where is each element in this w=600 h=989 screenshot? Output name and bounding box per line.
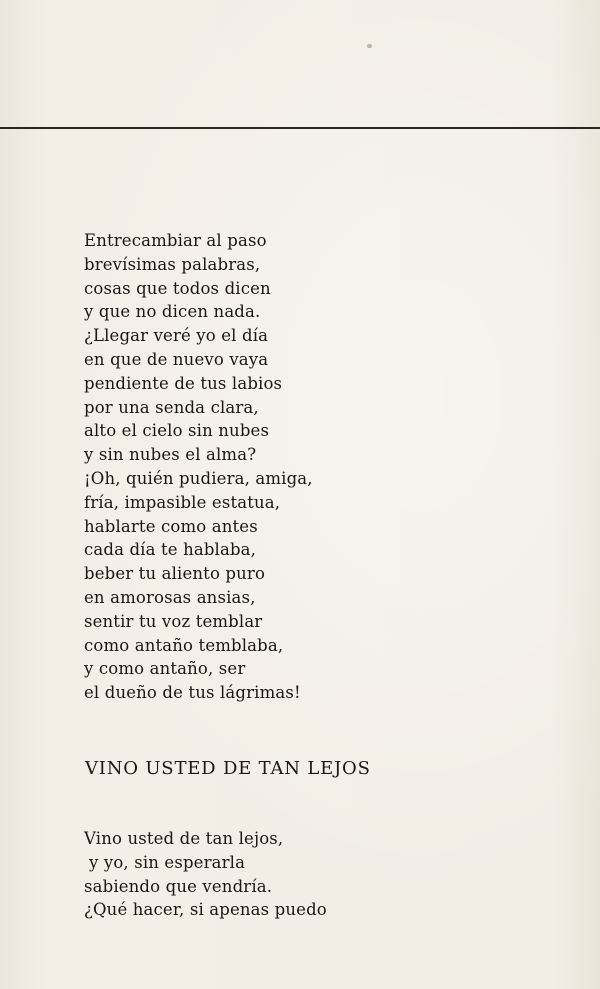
header-rule (0, 127, 600, 129)
poem-line: y sin nubes el alma? (84, 445, 257, 465)
poem-title: VINO USTED DE TAN LEJOS (85, 758, 371, 779)
poem-line: cada día te hablaba, (84, 540, 257, 560)
poem-line: sentir tu voz temblar (84, 611, 263, 631)
poem-line: Entrecambiar al paso (84, 231, 267, 250)
poem-line: y yo, sin esperarla (89, 852, 246, 872)
poem-line: y como antaño, ser (84, 659, 246, 679)
poem-line: beber tu aliento puro (84, 564, 266, 584)
poem-line: en que de nuevo vaya (84, 349, 269, 369)
poem-line: ¿Qué hacer, si apenas puedo (84, 900, 327, 920)
poem-line: en amorosas ansias, (84, 587, 256, 607)
poem-stanza (84, 229, 313, 705)
poem-line: alto el cielo sin nubes (84, 421, 270, 441)
poem-line: pendiente de tus labios (84, 373, 283, 393)
poem-line: fría, impasible estatua, (84, 492, 281, 512)
poem-line: ¡Oh, quién pudiera, amiga, (84, 468, 313, 488)
poem-line: Vino usted de tan lejos, (84, 829, 284, 848)
poem-line: hablarte como antes (84, 516, 258, 536)
poem-line: y que no dicen nada. (84, 302, 261, 322)
poem-line: sabiendo que vendría. (84, 876, 273, 896)
poem-line: ¿Llegar veré yo el día (84, 326, 269, 346)
poem-line: brevísimas palabras, (84, 254, 261, 274)
poem-stanza (84, 827, 327, 922)
paper-speck (367, 44, 372, 48)
poem-line: el dueño de tus lágrimas! (84, 683, 301, 703)
poem-line: como antaño temblaba, (84, 635, 284, 655)
poem-line: por una senda clara, (84, 397, 259, 417)
poem-line: cosas que todos dicen (84, 278, 271, 298)
